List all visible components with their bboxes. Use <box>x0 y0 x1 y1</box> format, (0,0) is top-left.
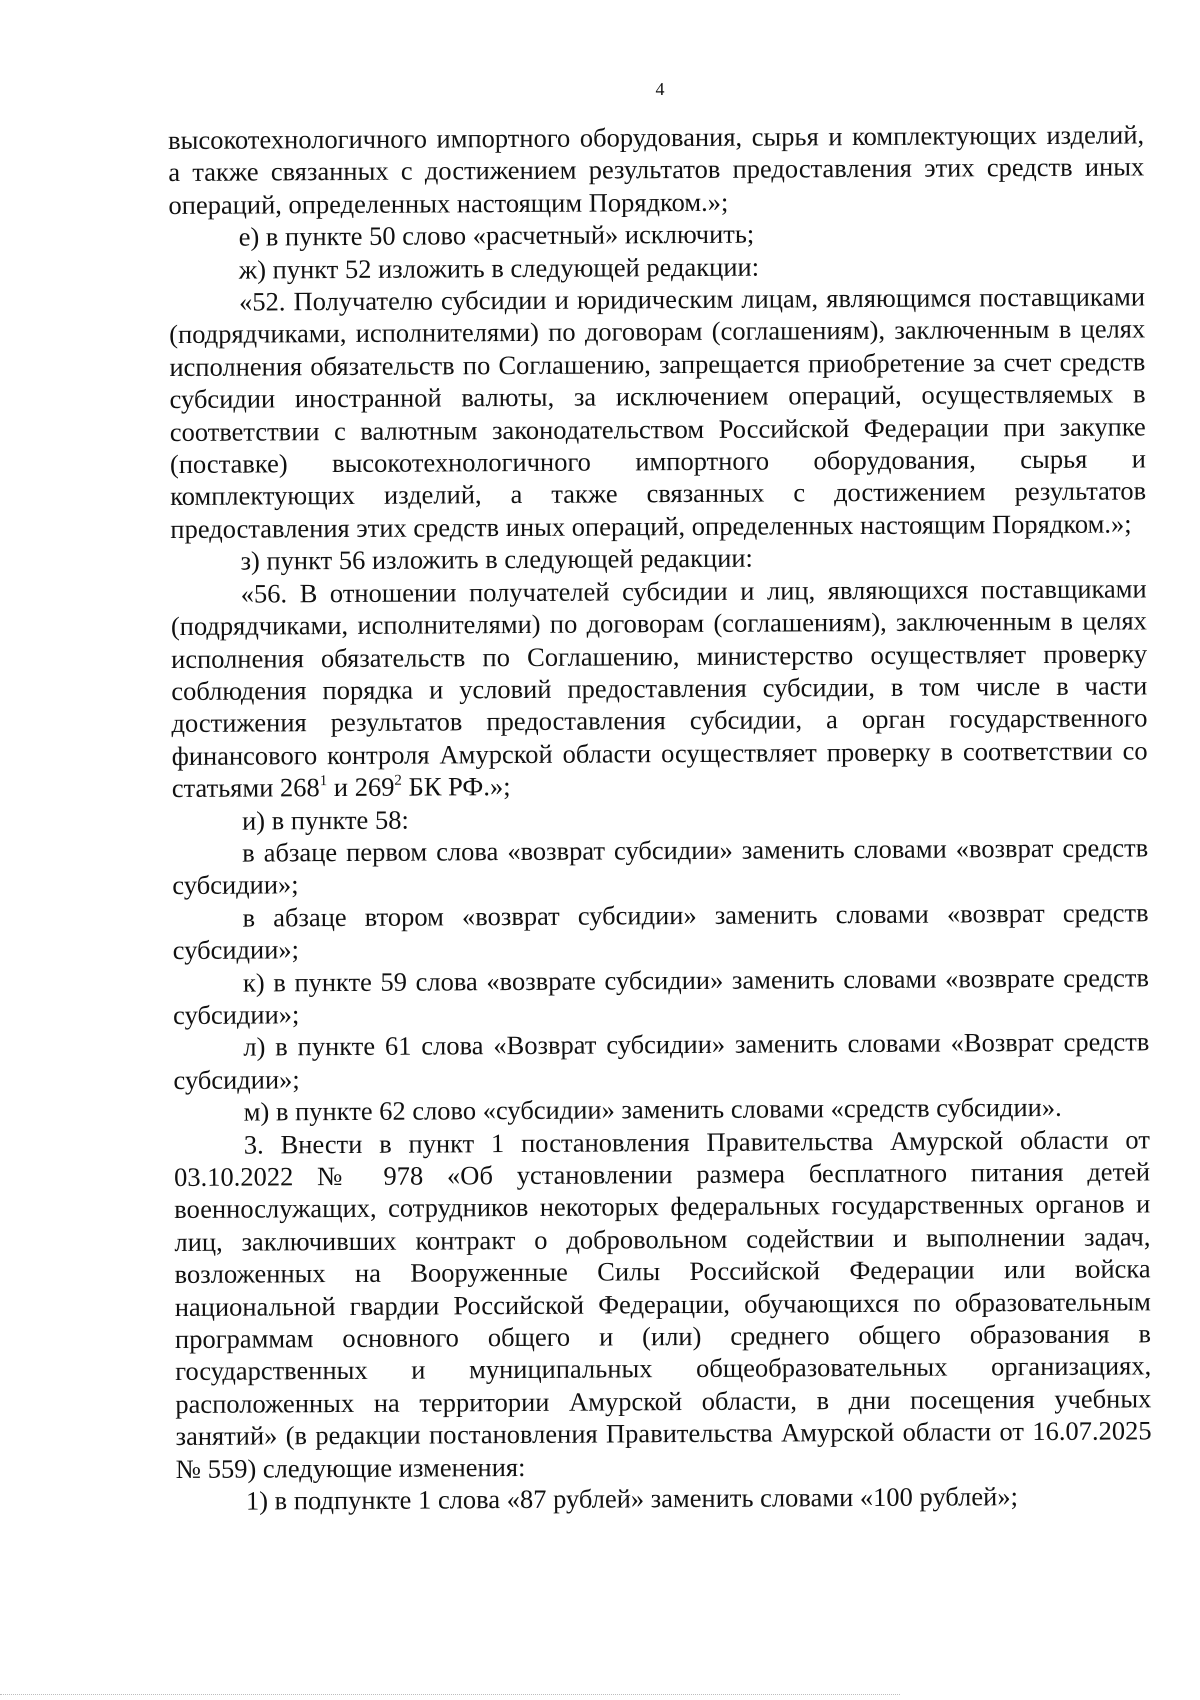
paragraph-item-zh: ж) пункт 52 изложить в следующей редакции: <box>238 251 760 285</box>
paragraph-item-k: к) в пункте 59 слова «возврате субсидии» заменить словами «возврате средств субсидии»; <box>173 961 1150 1030</box>
document-body <box>168 118 1152 1517</box>
paragraph-second-abzac: в абзаце втором «возврат субсидии» заменить словами «возврат средств субсидии»; <box>172 897 1149 966</box>
scan-edge-line <box>0 1694 900 1695</box>
superscript-1: 1 <box>319 773 328 790</box>
clause-56-text: «56. В отношении получателей субсидии и лиц, являющихся поставщиками (подрядчиками, исполнителями) по договорам (соглашениям), заключенным в целях исполнения обязательств по Соглашению, министерство осуществляет проверку соблюдения порядка и условий предоставления субсидии, в том числе в части достижения результатов предоставления субсидии, а орган государственного финансового контроля Амурской области осуществляет проверку в соответствии со статьями 268 <box>170 573 1148 804</box>
paragraph-item-i: и) в пункте 58: <box>241 804 409 836</box>
paragraph-continuation: высокотехнологичного импортного оборудования, сырья и комплектующих изделий, а также связанных с достижением результатов предоставления этих средств иных операций, определенных настоящим Порядком.»; <box>168 119 1145 220</box>
paragraph-clause-52: «52. Получателю субсидии и юридическим лицам, являющимся поставщиками (подрядчиками, исполнителями) по договорам (соглашениям), заключенным в целях исполнения обязательств по Соглашению, запрещается приобретение за счет средств субсидии иностранной валюты, за исключением операций, осуществляемых в соответствии с валютным законодательством Российской Федерации при закупке (поставке) высокотехнологичного импортного оборудования, сырья и комплектующих изделий, а также связанных с достижением результатов предоставления этих средств иных операций, определенных настоящим Порядком.»; <box>169 281 1147 544</box>
paragraph-item-m: м) в пункте 62 слово «субсидии» заменить словами «средств субсидии». <box>243 1092 1062 1127</box>
clause-56-text-middle: и 269 <box>327 771 395 803</box>
paragraph-subitem-1: 1) в подпункте 1 слова «87 рублей» заменить словами «100 рублей»; <box>245 1481 1018 1516</box>
paragraph-item-z: з) пункт 56 изложить в следующей редакции: <box>240 542 753 576</box>
paragraph-clause-56 <box>171 572 1148 804</box>
clause-56-text-end: БК РФ.»; <box>401 771 511 802</box>
paragraph-section-3: 3. Внести в пункт 1 постановления Правительства Амурской области от 03.10.2022 № 978 «Об установлении размера бесплатного питания детей военнослужащих, сотрудников некоторых федеральных государственных органов и лиц, заключивших контракт о добровольном содействии и выполнении задач, возложенных на Вооруженные Силы Российской Федерации или войска национальной гвардии Российской Федерации, обучающихся по образовательным программам основного общего и (или) среднего общего образования в государственных и муниципальных общеобразовательных организациях, расположенных на территории Амурской области, в дни посещения учебных занятий» (в редакции постановления Правительства Амурской области от 16.07.2025 № 559) следующие изменения: <box>173 1123 1152 1484</box>
page-number: 4 <box>655 79 665 99</box>
paragraph-item-l: л) в пункте 61 слова «Возврат субсидии» заменить словами «Возврат средств субсидии»; <box>173 1026 1150 1095</box>
paragraph-first-abzac: в абзаце первом слова «возврат субсидии» заменить словами «возврат средств субсидии»; <box>172 832 1149 901</box>
superscript-2: 2 <box>394 772 402 789</box>
paragraph-item-e: е) в пункте 50 слово «расчетный» исключить; <box>238 218 755 252</box>
